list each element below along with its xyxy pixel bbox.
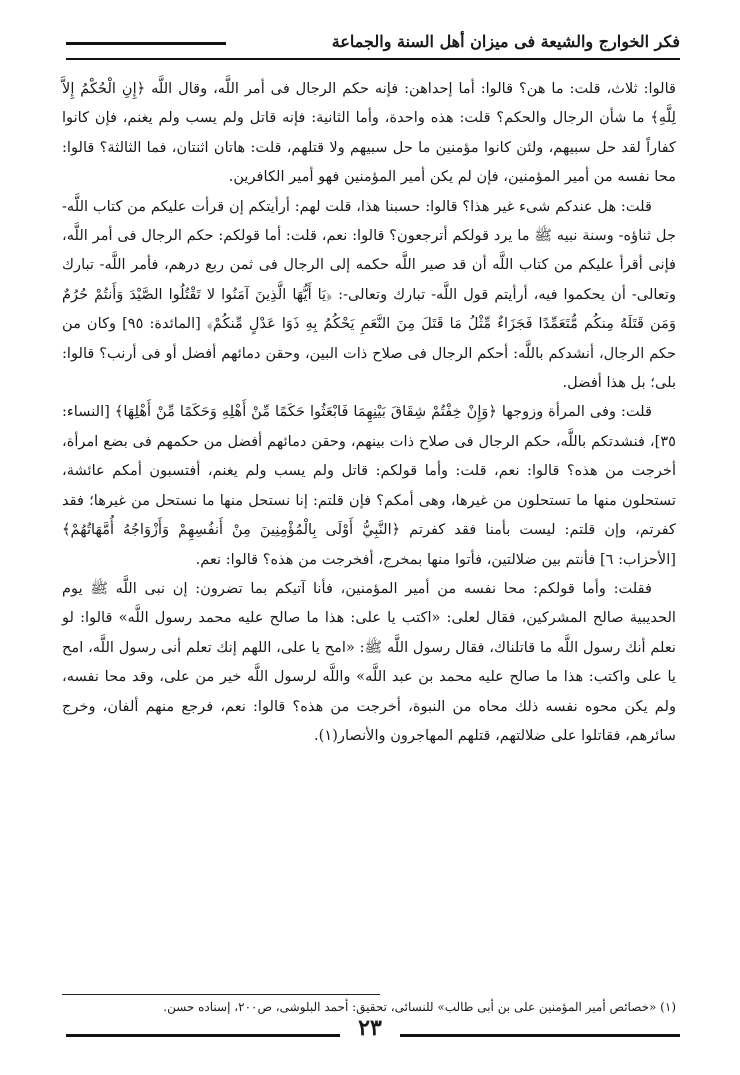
paragraph-1: قالوا: ثلاث، قلت: ما هن؟ قالوا: أما إحداهن: فإنه حكم الرجال فى أمر اللَّه، وقال اللَّه ﴿إِنِ الْحُكْمُ إِلاَّ لِلَّهِ﴾ ما شأن الرجال والحكم؟ قلت: هذه واحدة، وأما الثانية: فإنه قاتل ولم يسب ولم يغنم، فإن كانوا كفاراً لقد حل سبيهم، ولئن كانوا مؤمنين ما حل سبيهم ولا قتلهم، قلت: هاتان اثنتان، فما الثالثة؟ قالوا: محا نفسه من أمير المؤمنين، فإن لم يكن أمير المؤمنين فهو أمير الكافرين. — [62, 80, 676, 186]
page-number-label: ٢٣ — [340, 1015, 400, 1041]
paragraph-2: قلت: هل عندكم شىء غير هذا؟ قالوا: حسبنا هذا، قلت لهم: أرأيتكم إن قرأت عليكم من كتاب اللَّه- جل ثناؤه- وسنة نبيه ﷺ ما يرد قولكم أترجعون؟ قالوا: نعم، قلت: أما قولكم: حكم الرجال فى أمر اللَّه، فإنى أقرأ عليكم من كتاب اللَّه أن قد صير اللَّه حكمه إلى الرجال فى ثمن ربع درهم، فأمر اللَّه- تبارك وتعالى- أن يحكموا فيه، أرأيتم قول اللَّه- تبارك وتعالى-: ﴿يَا أَيُّهَا الَّذِينَ آمَنُوا لا تَقْتُلُوا الصَّيْدَ وَأَنتُمْ حُرُمٌ وَمَن قَتَلَهُ مِنكُم مُّتَعَمِّدًا فَجَزَاءٌ مِّثْلُ مَا قَتَلَ مِنَ النَّعَمِ يَحْكُمُ بِهِ ذَوَا عَدْلٍ مِّنكُمْ﴾ [المائدة: ٩٥] وكان من حكم الرجال، أنشدكم باللَّه: أحكم الرجال فى صلاح ذات البين، وحقن دمائهم أفضل أو فى أرنب؟ قالوا: بلى؛ بل هذا أفضل. — [62, 197, 676, 392]
running-header-title: فكر الخوارج والشيعة فى ميزان أهل السنة والجماعة — [331, 32, 680, 51]
paragraph-3: قلت: وفى المرأة وزوجها ﴿وَإِنْ خِفْتُمْ شِقَاقَ بَيْنِهِمَا فَابْعَثُوا حَكَمًا مِّنْ أَهْلِهِ وَحَكَمًا مِّنْ أَهْلِهَا﴾ [النساء: ٣٥]، فنشدتكم باللَّه، حكم الرجال فى صلاح ذات بينهم، وحقن دمائهم أفضل من حكمهم فى بضع امرأة، أخرجت من هذه؟ قالوا: نعم، قلت: وأما قولكم: قاتل ولم يسب ولم يغنم، أفتسبون أمكم عائشة، تستحلون منها ما تستحلون من غيرها، وهى أمكم؟ فإن قلتم: إنا نستحل منها ما نستحل من غيرها؛ فقد كفرتم، وإن قلتم: ليست بأمنا فقد كفرتم ﴿النَّبِيُّ أَوْلَى بِالْمُؤْمِنِينَ مِنْ أَنفُسِهِمْ وَأَزْوَاجُهُ أُمَّهَاتُهُمْ﴾ [الأحزاب: ٦] فأنتم بين ضلالتين، فأتوا منها بمخرج، أفخرجت من هذه؟ قالوا: نعم. — [62, 403, 676, 568]
header-underline — [66, 58, 680, 60]
header-rule — [66, 42, 226, 45]
main-text — [62, 74, 676, 750]
running-header — [66, 28, 680, 60]
page-number — [0, 1015, 740, 1041]
footnote-separator — [62, 994, 380, 995]
footnote: (١) «خصائص أمير المؤمنين على بن أبى طالب» للنسائى، تحقيق: أحمد البلوشى، ص٢٠٠، إسناده حسن. — [163, 1000, 676, 1014]
paragraph-4: فقلت: وأما قولكم: محا نفسه من أمير المؤمنين، فأنا آتيكم بما تضرون: إن نبى اللَّه ﷺ يوم الحديبية صالح المشركين، فقال لعلى: «اكتب يا على: هذا ما صالح عليه محمد رسول اللَّه» قالوا: لو نعلم أنك رسول اللَّه ما قاتلناك، فقال رسول اللَّه ﷺ: «امح يا على، اللهم إنك تعلم أنى رسول اللَّه، امح يا على واكتب: هذا ما صالح عليه محمد بن عبد اللَّه» واللَّه لرسول اللَّه خير من على، وقد محا نفسه، ولم يكن محوه نفسه ذلك محاه من النبوة، أخرجت من هذه؟ قالوا: نعم، فرجع منهم ألفان، وخرج سائرهم، فقاتلوا على ضلالتهم، قتلهم المهاجرون والأنصار(١). — [62, 579, 676, 744]
